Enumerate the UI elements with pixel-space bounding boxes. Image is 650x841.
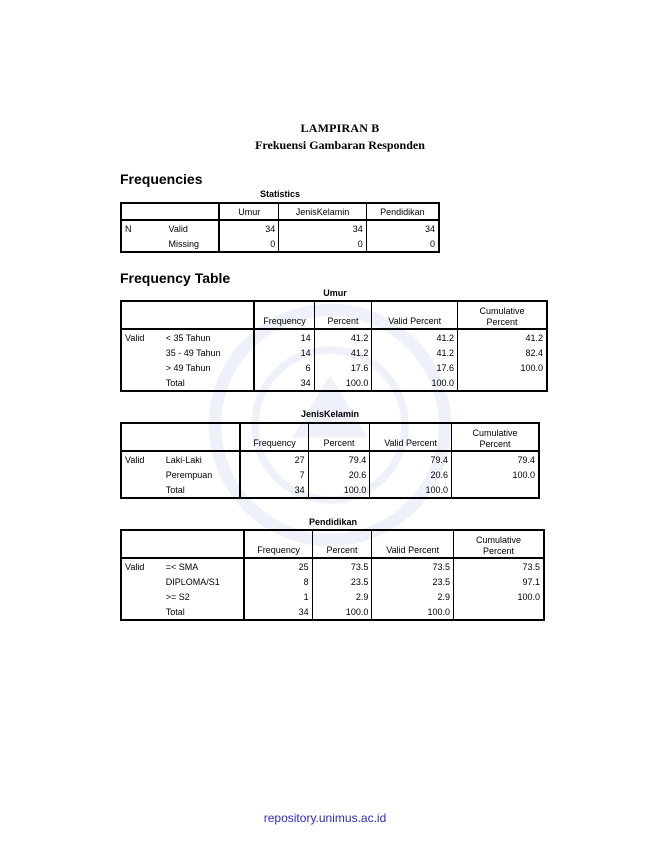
cell: 97.1 (522, 576, 540, 587)
cell: 27 (240, 451, 308, 467)
table-row (121, 574, 544, 589)
row-label: >= S2 (163, 589, 245, 604)
cell: 100.0 (314, 375, 372, 391)
cell: 17.6 (372, 360, 458, 375)
cell: 79.4 (517, 454, 535, 465)
col-header: Valid Percent (370, 423, 452, 451)
row-label: Total (163, 375, 255, 391)
cell: 34 (244, 604, 312, 620)
cell: 34 (254, 375, 314, 391)
cell: 14 (254, 329, 314, 345)
cell: 0 (429, 238, 435, 249)
col-header: Frequency (244, 530, 312, 558)
col-header: Percent (314, 301, 372, 329)
cell: 34 (240, 482, 308, 498)
cell: 1 (244, 589, 312, 604)
cell: 41.2 (314, 345, 372, 360)
pendidikan-caption: Pendidikan (308, 517, 357, 527)
row-group (121, 236, 166, 252)
table-row (121, 558, 544, 574)
cell: 17.6 (314, 360, 372, 375)
cell: 2.9 (372, 589, 454, 604)
frequency-table-heading: Frequency Table (120, 270, 231, 286)
cell: 34 (219, 220, 279, 236)
cell: 79.4 (308, 451, 370, 467)
row-label: Total (163, 482, 241, 498)
row-group: Valid (125, 332, 145, 343)
cell: 25 (244, 558, 312, 574)
row-label: 35 - 49 Tahun (163, 345, 255, 360)
cell: 41.2 (372, 329, 458, 345)
col-header: Valid Percent (372, 530, 454, 558)
umur-caption: Umur (323, 288, 347, 298)
cell (454, 604, 544, 620)
table-row (121, 220, 439, 236)
cell: 41.2 (314, 329, 372, 345)
statistics-caption: Statistics (259, 189, 301, 199)
row-label: > 49 Tahun (163, 360, 255, 375)
cell (451, 482, 539, 498)
cell: 0 (279, 236, 367, 252)
cell: 20.6 (308, 467, 370, 482)
cell: 100.0 (517, 591, 540, 602)
cell: 79.4 (370, 451, 452, 467)
cell: 100.0 (370, 482, 452, 498)
cell: 7 (240, 467, 308, 482)
cell: 6 (254, 360, 314, 375)
cell: 34 (279, 220, 367, 236)
cell: 23.5 (372, 574, 454, 589)
cell: 73.5 (522, 561, 540, 572)
table-row (121, 360, 547, 375)
col-header-cumulative: Cumulative Percent (451, 423, 539, 451)
statistics-table (120, 202, 440, 253)
cell: 73.5 (372, 558, 454, 574)
cell: 100.0 (312, 604, 372, 620)
cell: 82.4 (525, 347, 543, 358)
table-row (121, 467, 539, 482)
row-label: Perempuan (163, 467, 241, 482)
table-row (121, 589, 544, 604)
cell: 100.0 (372, 604, 454, 620)
cell: 34 (424, 223, 435, 234)
cell (457, 375, 547, 391)
pendidikan-frequency-table (120, 529, 545, 621)
table-row (121, 329, 547, 345)
frequencies-heading: Frequencies (120, 171, 203, 187)
cell: 100.0 (372, 375, 458, 391)
col-header: Valid Percent (372, 301, 458, 329)
cell: 41.2 (372, 345, 458, 360)
row-group: Valid (125, 454, 145, 465)
umur-frequency-table (120, 300, 548, 392)
col-header: Umur (219, 203, 279, 220)
col-header: Pendidikan (366, 203, 439, 220)
col-header: Percent (312, 530, 372, 558)
row-label: DIPLOMA/S1 (163, 574, 245, 589)
row-label: =< SMA (163, 558, 245, 574)
cell: 73.5 (312, 558, 372, 574)
page-subtitle: Frekuensi Gambaran Responden (255, 138, 425, 152)
table-row (121, 451, 539, 467)
cell: 20.6 (370, 467, 452, 482)
row-label: Missing (166, 236, 220, 252)
cell: 100.0 (512, 469, 535, 480)
col-header: JenisKelamin (279, 203, 367, 220)
col-header: Percent (308, 423, 370, 451)
table-row-total (121, 604, 544, 620)
cell: 0 (219, 236, 279, 252)
cell: 8 (244, 574, 312, 589)
cell: 100.0 (520, 362, 543, 373)
cell: 14 (254, 345, 314, 360)
row-label: Valid (166, 220, 220, 236)
table-row-total (121, 482, 539, 498)
cell: 100.0 (308, 482, 370, 498)
cell: 23.5 (312, 574, 372, 589)
jeniskelamin-frequency-table (120, 422, 540, 499)
col-header-cumulative: Cumulative Percent (457, 301, 547, 329)
table-row (121, 345, 547, 360)
page-title: LAMPIRAN B (300, 121, 380, 135)
cell: 41.2 (525, 332, 543, 343)
row-label: Laki-Laki (163, 451, 241, 467)
col-header: Frequency (240, 423, 308, 451)
cell: 2.9 (312, 589, 372, 604)
jeniskelamin-caption: JenisKelamin (300, 409, 360, 419)
repository-link[interactable]: repository.unimus.ac.id (263, 811, 387, 825)
row-group: Valid (125, 561, 145, 572)
row-label: < 35 Tahun (163, 329, 255, 345)
row-group: N (125, 223, 132, 234)
row-label: Total (163, 604, 245, 620)
col-header: Frequency (254, 301, 314, 329)
col-header-cumulative: Cumulative Percent (454, 530, 544, 558)
table-row-total (121, 375, 547, 391)
table-row (121, 236, 439, 252)
